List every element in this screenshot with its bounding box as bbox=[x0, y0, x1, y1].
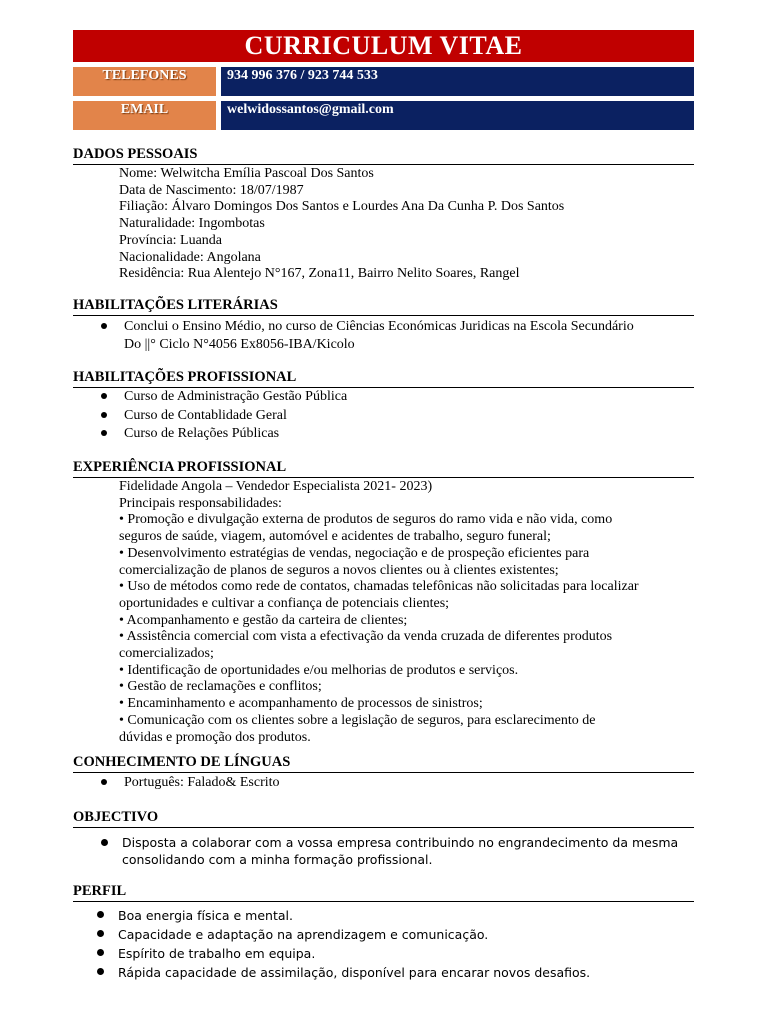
linguas-list bbox=[101, 774, 280, 793]
email-label: EMAIL bbox=[73, 101, 216, 130]
list-item: Capacidade e adaptação na aprendizagem e comunicação. bbox=[97, 925, 590, 944]
bullet-icon bbox=[101, 430, 107, 436]
personal-residencia: Residência: Rua Alentejo N°167, Zona11, Bairro Nelito Soares, Rangel bbox=[119, 266, 520, 282]
list-item: Curso de Administração Gestão Pública bbox=[101, 388, 347, 407]
section-heading-habilitacoes-literarias: HABILITAÇÕES LITERÁRIAS bbox=[73, 297, 694, 316]
list-item: Conclui o Ensino Médio, no curso de Ciências Económicas Juridicas na Escola Secundário Do ||° Ciclo N°4056 Ex8056-IBA/Kicolo bbox=[101, 318, 634, 353]
phone-value: 934 996 376 / 923 744 533 bbox=[221, 67, 694, 96]
experiencia-block: Fidelidade Angola – Vendedor Especialista 2021- 2023) Principais responsabilidades: • Promoção e divulgação externa de produtos de seguros do ramo vida e não vida, como seguros de saúde, viagem, automóvel e acidentes de trabalho, seguro funeral; • Desenvolvimento estratégias de vendas, negociação e de prospeção eficientes para comercialização de planos de seguros a novos clientes ou à clientes existentes; • Uso de métodos como rede de contatos, chamadas telefônicas não solicitadas para localizar oportunidades e cultivar a confiança de potenciais clientes; • Acompanhamento e gestão da carteira de clientes; • Assistência comercial com vista a efectivação da venda cruzada de diferentes produtos comercializados; • Identificação de oportunidades e/ou melhorias de produtos e serviços. • Gestão de reclamações e conflitos; • Encaminhamento e acompanhamento de processos de sinistros; • Comunicação com os clientes sobre a legislação de seguros, para esclarecimento de dúvidas e promoção dos produtos. bbox=[119, 479, 639, 745]
bullet-icon bbox=[101, 323, 107, 329]
dados-pessoais-block bbox=[119, 166, 564, 283]
habilitacoes-literarias-list bbox=[101, 318, 634, 353]
personal-naturalidade: Naturalidade: Ingombotas bbox=[119, 216, 265, 232]
bullet-icon bbox=[97, 968, 104, 975]
list-item: Disposta a colaborar com a vossa empresa contribuindo no engrandecimento da mesma consolidando com a minha formação profissional. bbox=[101, 834, 678, 868]
personal-name: Nome: Welwitcha Emília Pascoal Dos Santos bbox=[119, 166, 374, 181]
job-title: Fidelidade Angola – Vendedor Especialista 2021- 2023) bbox=[119, 479, 433, 494]
section-heading-perfil: PERFIL bbox=[73, 883, 694, 902]
section-heading-experiencia: EXPERIÊNCIA PROFISSIONAL bbox=[73, 459, 694, 478]
bullet-icon bbox=[101, 393, 107, 399]
phone-row bbox=[73, 67, 694, 96]
list-item: Curso de Relações Públicas bbox=[101, 425, 347, 444]
bullet-icon bbox=[97, 949, 104, 956]
bullet-icon bbox=[101, 412, 107, 418]
perfil-list bbox=[97, 906, 590, 982]
habilitacoes-profissional-list bbox=[101, 388, 347, 444]
list-item: Curso de Contablidade Geral bbox=[101, 407, 347, 426]
cv-title: CURRICULUM VITAE bbox=[73, 30, 694, 62]
personal-nacionalidade: Nacionalidade: Angolana bbox=[119, 249, 261, 265]
email-value: welwidossantos@gmail.com bbox=[221, 101, 694, 130]
email-row bbox=[73, 101, 694, 130]
list-item: Espírito de trabalho em equipa. bbox=[97, 944, 590, 963]
bullet-icon bbox=[97, 930, 104, 937]
bullet-icon bbox=[97, 911, 104, 918]
list-item: Boa energia física e mental. bbox=[97, 906, 590, 925]
bullet-icon bbox=[101, 839, 108, 846]
personal-provincia: Província: Luanda bbox=[119, 232, 223, 248]
section-heading-objectivo: OBJECTIVO bbox=[73, 809, 694, 828]
phone-label: TELEFONES bbox=[73, 67, 216, 96]
section-heading-linguas: CONHECIMENTO DE LÍNGUAS bbox=[73, 754, 694, 773]
section-heading-habilitacoes-profissional: HABILITAÇÕES PROFISSIONAL bbox=[73, 369, 694, 388]
list-item: Português: Falado& Escrito bbox=[101, 774, 280, 793]
list-item: Rápida capacidade de assimilação, disponível para encarar novos desafios. bbox=[97, 963, 590, 982]
objectivo-list bbox=[101, 834, 678, 868]
section-heading-dados-pessoais: DADOS PESSOAIS bbox=[73, 146, 694, 165]
personal-parents: Filiação: Álvaro Domingos Dos Santos e Lourdes Ana Da Cunha P. Dos Santos bbox=[119, 199, 565, 215]
personal-birthdate: Data de Nascimento: 18/07/1987 bbox=[119, 182, 304, 198]
bullet-icon bbox=[101, 779, 107, 785]
